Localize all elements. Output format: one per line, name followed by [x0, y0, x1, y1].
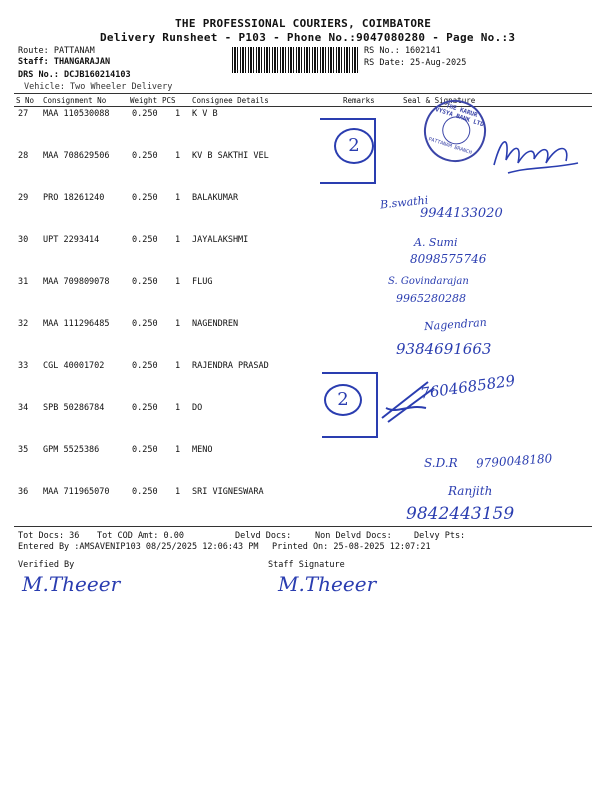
hw-35-phone: 9790048180	[475, 451, 553, 471]
row-sno: 36	[18, 487, 29, 497]
route-label: Route: PATTANAM	[18, 46, 95, 56]
hw-32-phone: 9384691663	[396, 340, 492, 358]
signature-verified: M.Theeer	[22, 572, 121, 596]
row-consignment: PRO 18261240	[43, 193, 105, 203]
delvy-pts: Delvy Pts:	[414, 531, 466, 541]
row-consignee: DO	[192, 403, 203, 413]
remark-count-2: 2	[324, 384, 362, 416]
rs-number: RS No.: 1602141	[364, 46, 441, 56]
row-sno: 31	[18, 277, 29, 287]
row-weight: 0.250	[132, 151, 158, 161]
row-sno: 32	[18, 319, 29, 329]
row-consignment: SPB 50286784	[43, 403, 105, 413]
row-pcs: 1	[175, 235, 181, 245]
row-sno: 29	[18, 193, 29, 203]
row-pcs: 1	[175, 277, 181, 287]
row-weight: 0.250	[132, 445, 158, 455]
hw-29-name: B.swathi	[379, 193, 429, 212]
signature-staff: M.Theeer	[278, 572, 377, 596]
row-weight: 0.250	[132, 403, 158, 413]
row-consignment: UPT 2293414	[43, 235, 100, 245]
barcode	[232, 47, 360, 73]
row-consignment: MAA 111296485	[43, 319, 110, 329]
row-weight: 0.250	[132, 193, 158, 203]
vehicle-label: Vehicle: Two Wheeler Delivery	[24, 82, 173, 92]
row-sno: 27	[18, 109, 29, 119]
row-weight: 0.250	[132, 277, 158, 287]
hw-31-phone: 9965280288	[396, 292, 466, 305]
col-pcs: PCS	[162, 96, 176, 105]
non-delvd-docs: Non Delvd Docs:	[315, 531, 392, 541]
hw-30-phone: 8098575746	[410, 252, 487, 266]
hw-33-phone: 7604685829	[419, 371, 517, 403]
tot-cod: Tot COD Amt: 0.00	[97, 531, 184, 541]
row-pcs: 1	[175, 403, 181, 413]
hw-31-name: S. Govindarajan	[388, 276, 469, 287]
stamp-center: PATTANAM BRANCH	[427, 136, 473, 157]
row-consignee: SRI VIGNESWARA	[192, 487, 264, 497]
row-weight: 0.250	[132, 109, 158, 119]
row-consignee: MENO	[192, 445, 213, 455]
delvd-docs: Delvd Docs:	[235, 531, 292, 541]
row-consignee: K V B	[192, 109, 218, 119]
hw-36-phone: 9842443159	[406, 504, 515, 524]
row-weight: 0.250	[132, 487, 158, 497]
col-consignment: Consignment No	[43, 96, 107, 105]
row-consignment: MAA 709809078	[43, 277, 110, 287]
stamp-text: THE KARUR VYSYA BANK LTD	[434, 102, 485, 129]
row-consignment: MAA 711965070	[43, 487, 110, 497]
row-pcs: 1	[175, 109, 181, 119]
col-weight: Weight	[130, 96, 158, 105]
col-remarks: Remarks	[343, 96, 375, 105]
row-sno: 30	[18, 235, 29, 245]
tot-docs: Tot Docs: 36	[18, 531, 80, 541]
col-sno: S No	[16, 96, 35, 105]
row-weight: 0.250	[132, 319, 158, 329]
hw-35-name: S.D.R	[424, 456, 458, 470]
rs-date: RS Date: 25-Aug-2025	[364, 58, 467, 68]
header-rule-bottom	[14, 106, 592, 107]
row-consignment: MAA 708629506	[43, 151, 110, 161]
runsheet-title: Delivery Runsheet - P103 - Phone No.:9047080280 - Page No.:3	[100, 31, 516, 44]
row-consignment: CGL 40001702	[43, 361, 105, 371]
row-consignee: NAGENDREN	[192, 319, 239, 329]
row-pcs: 1	[175, 319, 181, 329]
entered-by: Entered By :AMSAVENIP103 08/25/2025 12:06:43 PM	[18, 542, 259, 552]
row-sno: 28	[18, 151, 29, 161]
col-seal: Seal & Signature	[403, 96, 476, 105]
row-pcs: 1	[175, 151, 181, 161]
drs-number: DRS No.: DCJB160214103	[18, 70, 131, 80]
row-sno: 34	[18, 403, 29, 413]
row-pcs: 1	[175, 445, 181, 455]
staff-signature-label: Staff Signature	[268, 560, 345, 570]
row-consignment: GPM 5525386	[43, 445, 100, 455]
printed-on: Printed On: 25-08-2025 12:07:21	[272, 542, 431, 552]
row-consignment: MAA 110530088	[43, 109, 110, 119]
hw-29-phone: 9944133020	[420, 206, 503, 221]
footer-rule	[14, 526, 592, 527]
hw-32-name: Nagendran	[423, 315, 488, 334]
row-sno: 33	[18, 361, 29, 371]
col-details: Consignee Details	[192, 96, 269, 105]
company-title: THE PROFESSIONAL COURIERS, COIMBATORE	[175, 17, 432, 30]
header-rule-top	[14, 93, 592, 94]
hw-36-name: Ranjith	[448, 484, 493, 498]
signature-kvb	[488, 125, 588, 180]
row-pcs: 1	[175, 193, 181, 203]
row-consignee: JAYALAKSHMI	[192, 235, 249, 245]
row-pcs: 1	[175, 487, 181, 497]
row-pcs: 1	[175, 361, 181, 371]
verified-by-label: Verified By	[18, 560, 75, 570]
staff-label: Staff: THANGARAJAN	[18, 57, 111, 67]
row-sno: 35	[18, 445, 29, 455]
row-weight: 0.250	[132, 361, 158, 371]
row-consignee: BALAKUMAR	[192, 193, 239, 203]
row-consignee: RAJENDRA PRASAD	[192, 361, 269, 371]
row-consignee: KV B SAKTHI VEL	[192, 151, 269, 161]
row-consignee: FLUG	[192, 277, 213, 287]
row-weight: 0.250	[132, 235, 158, 245]
remark-count-1: 2	[334, 128, 374, 164]
hw-30-name: A. Sumi	[414, 236, 458, 249]
